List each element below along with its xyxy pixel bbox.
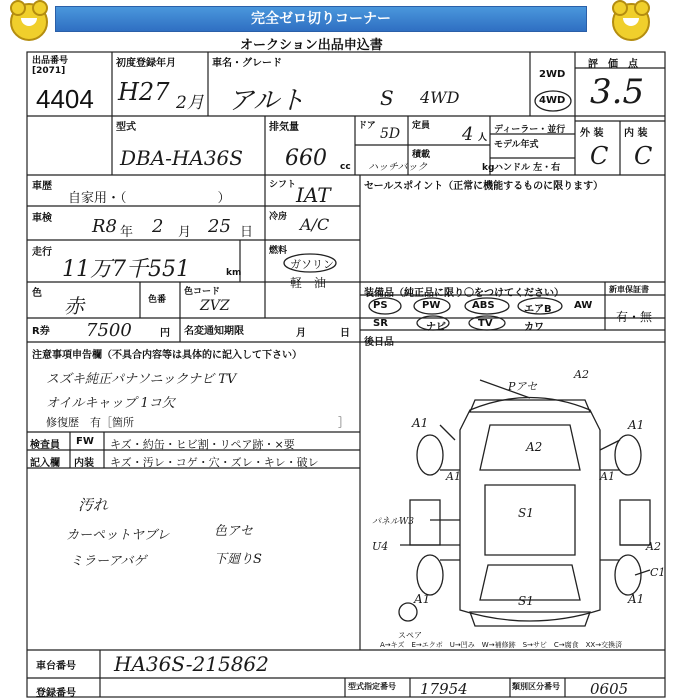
drive-2wd: 2WD [539, 69, 566, 80]
model-name: アルト [228, 86, 305, 116]
record-label: 記入欄 [30, 458, 60, 469]
load-unit: kg [482, 163, 495, 173]
mark-paint-fade: Pアセ [508, 380, 538, 393]
chassis-label: 車台番号 [36, 661, 76, 672]
plate-label: 登録番号 [36, 688, 76, 699]
type-cert-label: 型式指定番号 [348, 682, 396, 691]
drive-4wd: 4WD [539, 95, 566, 106]
grade-score: 3.5 [590, 72, 645, 112]
model-label: 車名・グレード [212, 58, 282, 69]
capacity-value: 4 [462, 124, 474, 145]
remark-line4: 色アセ [214, 524, 253, 539]
handle-label: ハンドル 左・右 [494, 163, 561, 173]
form-title: オークション出品申込書 [240, 38, 383, 53]
name-change-month: 月 [296, 328, 306, 339]
fuel-label: 燃料 [269, 246, 288, 256]
color-value: 赤 [64, 294, 84, 318]
inspector-row1-tag: FW [76, 436, 94, 447]
equipment-tv: TV [478, 318, 493, 329]
mark-a1-right: A1 [600, 470, 615, 483]
inspection-day: 25 [208, 216, 231, 237]
fuel-diesel: 軽 油 [290, 276, 327, 290]
equipment-airbag: エアB [524, 304, 552, 315]
registration-year: H27 [118, 78, 170, 106]
repair-history-label: 修復歴 有［箇所 [46, 416, 134, 429]
remark-line2: カーペットヤブレ [66, 528, 170, 543]
mark-a2-top: A2 [574, 368, 589, 381]
equipment-abs: ABS [472, 300, 495, 311]
doors-value: 5D [380, 126, 401, 142]
equipment-navi: ナビ [426, 322, 446, 333]
recycle-value: 7500 [86, 320, 132, 341]
equipment-label: 装備品（純正品に限り〇をつけてください） [364, 288, 564, 299]
repair-history-end: ］ [338, 416, 349, 429]
dealer-label: ディーラー・並行 [494, 125, 566, 135]
load-label: 積載 [412, 150, 431, 160]
lot-label: 出品番号 [32, 56, 69, 66]
equipment-aw: AW [574, 300, 593, 311]
registration-label: 初度登録年月 [116, 58, 176, 69]
inspection-label: 車検 [32, 213, 52, 224]
name-change-day: 日 [340, 328, 350, 339]
mileage-unit: km [226, 268, 242, 278]
shift-label: シフト [269, 180, 297, 190]
damage-legend: A→キズ E→エクボ U→凹み W→補修跡 S→サビ C→腐食 XX→交換済 [380, 641, 623, 649]
mark-c1: C1 [650, 566, 666, 579]
notes-line1: スズキ純正パナソニックナビ TV [46, 372, 237, 387]
equipment-ps: PS [373, 300, 388, 311]
inspection-day-unit: 日 [240, 225, 254, 240]
ac-value: A/C [300, 215, 330, 234]
inspector-row2: キズ・汚レ・コゲ・穴・ズレ・キレ・破レ [110, 456, 319, 469]
model-grade: S [380, 86, 394, 110]
chassis-value: HA36S-215862 [114, 652, 269, 676]
color-code-label: 色コード [184, 287, 221, 297]
class-label: 類別区分番号 [512, 682, 560, 691]
notes-line2: オイルキャップ 1コ欠 [46, 396, 175, 411]
mark-a2-side: A2 [646, 540, 661, 553]
inspection-era: R8 [92, 216, 118, 237]
model-year-label: モデル年式 [494, 140, 539, 150]
mark-a1-rl: A1 [414, 592, 431, 606]
shift-value: IAT [296, 183, 331, 207]
mark-s1-roof: S1 [518, 506, 534, 520]
car-history-value: 自家用・（ ） [68, 191, 231, 206]
mark-a1-fl: A1 [412, 416, 429, 430]
class-value: 0605 [590, 680, 629, 698]
warranty-label: 新車保証書 [609, 285, 649, 294]
mark-a2-hood: A2 [526, 440, 543, 454]
lot-code: [2071] [32, 66, 66, 76]
capacity-label: 定員 [412, 121, 431, 131]
recycle-label: R券 [32, 326, 50, 337]
ext-label: 外 装 [580, 128, 604, 139]
displacement-label: 排気量 [269, 122, 299, 133]
mark-panel-w3: パネルW3 [372, 517, 414, 527]
model-drive: 4WD [420, 88, 460, 107]
int-value: C [634, 142, 653, 170]
mark-u4: U4 [372, 540, 389, 553]
equipment-pw: PW [422, 300, 441, 311]
inspector-row1: キズ・約缶・ヒビ割・リペア跡・×要 [110, 438, 295, 451]
ac-label: 冷房 [269, 212, 288, 222]
car-history-label: 車歴 [32, 181, 52, 192]
color-code-value: ZVZ [200, 298, 230, 314]
color-label: 色 [32, 288, 42, 299]
ext-value: C [590, 142, 609, 170]
body-type: ハッチバック [368, 162, 428, 173]
int-label: 内 装 [624, 128, 648, 139]
mark-a1-left: A1 [446, 470, 461, 483]
sales-point-label: セールスポイント（正常に機能するものに限ります） [364, 181, 604, 192]
inspector-label: 検査員 [30, 440, 60, 451]
doors-label: ドア [358, 121, 376, 131]
remark-line5: 下廻りS [214, 552, 262, 567]
aftermarket-label: 後日品 [364, 337, 394, 348]
capacity-unit: 人 [478, 133, 488, 143]
equipment-sr: SR [373, 318, 388, 329]
lot-number: 4404 [36, 84, 94, 114]
fuel-gasoline: ガソリン [290, 258, 334, 271]
inspection-year-unit: 年 [120, 225, 134, 240]
type-value: DBA-HA36S [120, 146, 243, 170]
inspection-month-unit: 月 [178, 225, 192, 240]
displacement-value: 660 [285, 146, 327, 171]
warranty-value: 有・無 [616, 310, 653, 324]
grade-label: 評 価 点 [588, 59, 638, 70]
mark-a1-fr: A1 [628, 418, 645, 432]
inspector-row2-tag: 内装 [74, 458, 94, 469]
name-change-label: 名変通知期限 [184, 326, 244, 337]
mileage-value: 11万7千551 [62, 257, 190, 282]
notes-label: 注意事項申告欄（不具合内容等は具体的に記入して下さい） [32, 350, 302, 361]
vehicle-diagram [399, 380, 650, 626]
mark-s1-rear: S1 [518, 594, 534, 608]
equipment-leather: カワ [524, 322, 544, 333]
recycle-unit: 円 [160, 328, 170, 339]
mark-a1-rr: A1 [628, 592, 645, 606]
mileage-label: 走行 [32, 247, 52, 258]
displacement-unit: cc [340, 162, 351, 172]
type-cert-value: 17954 [420, 680, 468, 698]
banner-title: 完全ゼロ切りコーナー [55, 6, 587, 32]
mark-spare: スペア [398, 631, 422, 640]
remark-line3: ミラーアバゲ [70, 554, 147, 569]
remark-line1: 汚れ [78, 496, 109, 514]
type-label: 型式 [116, 122, 136, 133]
registration-month: 2月 [176, 93, 204, 113]
color-number-label: 色番 [148, 295, 167, 305]
inspection-month: 2 [152, 216, 164, 237]
